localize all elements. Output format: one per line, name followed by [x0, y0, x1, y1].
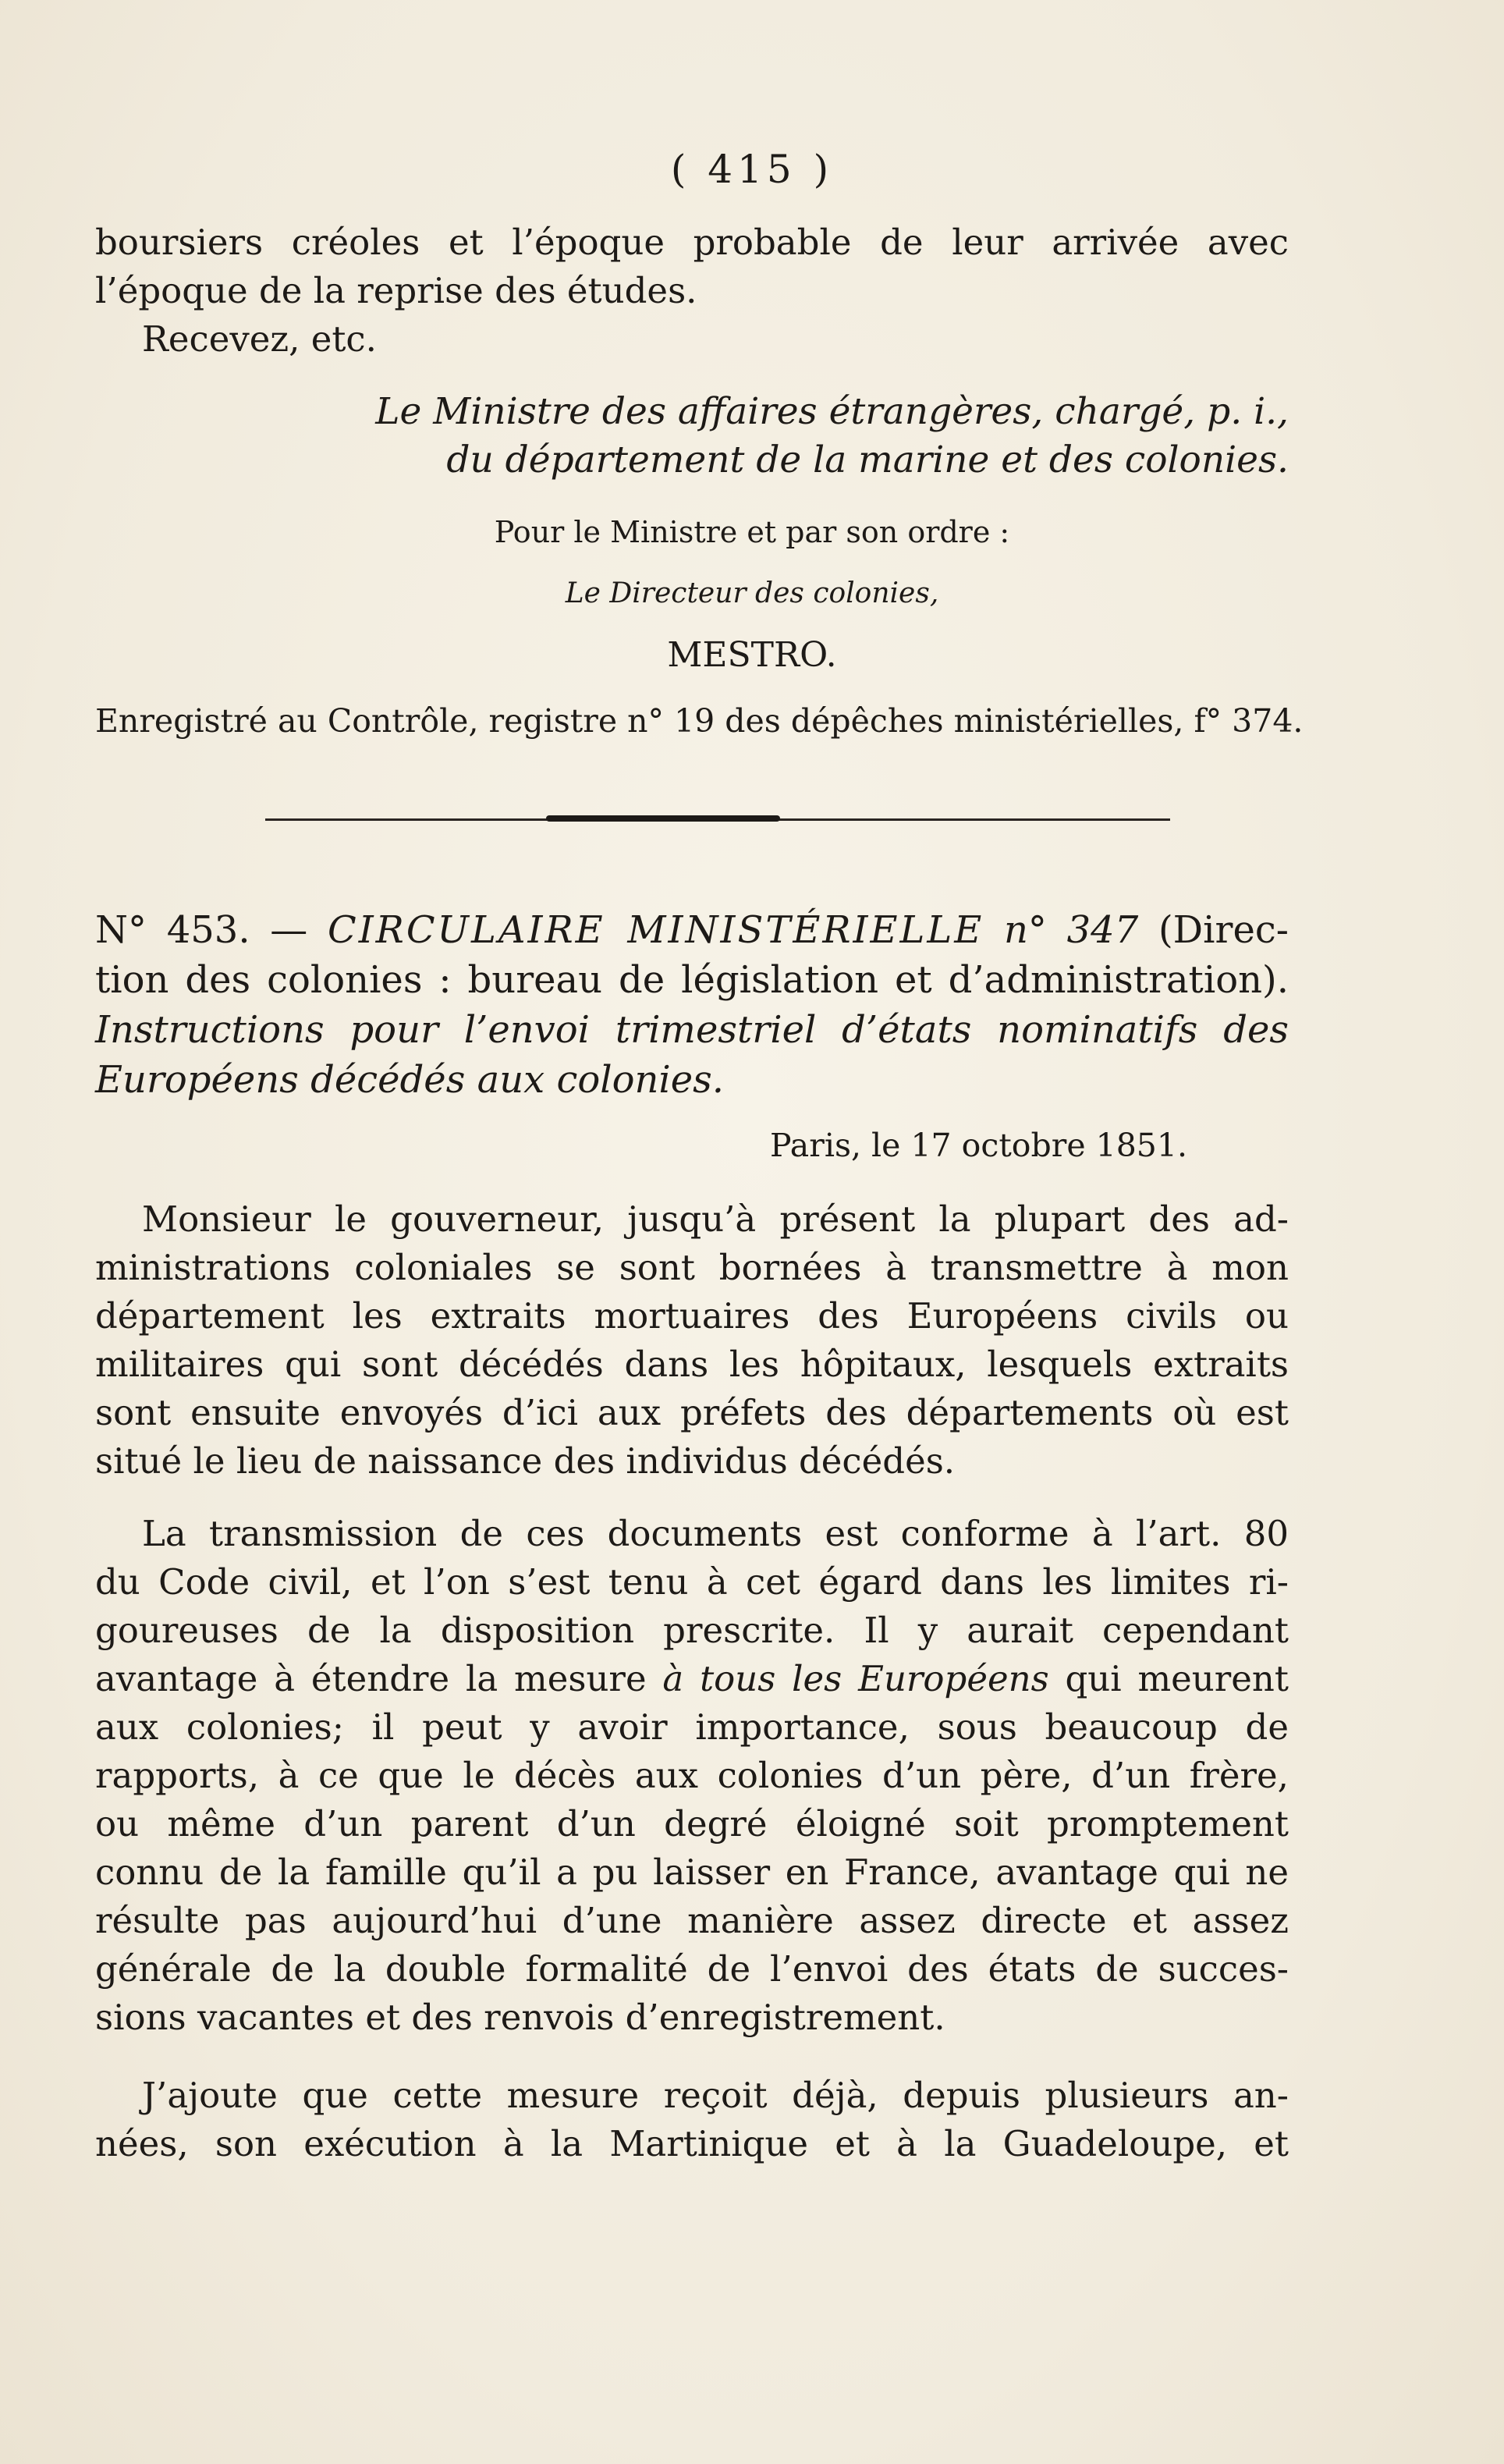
text-line: J’ajoute que cette mesure reçoit déjà, depuis plusieurs an-	[142, 2075, 1289, 2116]
signature-minister-line2: du département de la marine et des colonies.	[446, 438, 1289, 481]
circular-title-number: n° 347	[1004, 908, 1139, 952]
circular-title: CIRCULAIRE MINISTÉRIELLE	[327, 908, 984, 952]
text-line: rapports, à ce que le décès aux colonies d’un père, d’un frère,	[95, 1755, 1289, 1796]
text-line: sont ensuite envoyés d’ici aux préfets des départements où est	[95, 1392, 1289, 1433]
text-line: goureuses de la disposition prescrite. Il y aurait cependant	[95, 1610, 1289, 1651]
circular-instructions-line2: Européens décédés aux colonies.	[95, 1058, 725, 1102]
text-line: du Code civil, et l’on s’est tenu à cet égard dans les limites ri-	[95, 1561, 1289, 1603]
text-line: ministrations coloniales se sont bornées à transmettre à mon	[95, 1247, 1289, 1288]
text-line: connu de la famille qu’il a pu laisser en France, avantage qui ne	[95, 1852, 1289, 1893]
text-fragment: avantage à étendre la mesure	[95, 1658, 663, 1699]
circular-instructions-line1: Instructions pour l’envoi trimestriel d’états nominatifs des	[95, 1008, 1289, 1052]
text-line: boursiers créoles et l’époque probable de leur arrivée avec	[95, 222, 1289, 263]
text-line: Monsieur le gouverneur, jusqu’à présent la plupart des ad-	[142, 1198, 1289, 1240]
text-line: ou même d’un parent d’un degré éloigné soit promptement	[95, 1803, 1289, 1844]
dateline: Paris, le 17 octobre 1851.	[770, 1127, 1187, 1164]
signature-order: Pour le Ministre et par son ordre :	[494, 515, 1010, 549]
circular-subtitle-start: (Direc-	[1158, 908, 1289, 952]
body-paragraph-2	[95, 1510, 1289, 2042]
signature-minister-line1: Le Ministre des affaires étrangères, chargé, p. i.,	[375, 390, 1289, 433]
body-paragraph-3	[95, 2072, 1289, 2168]
text-line: La transmission de ces documents est conforme à l’art. 80	[142, 1513, 1289, 1554]
body-paragraph-1	[95, 1195, 1289, 1486]
text-line: résulte pas aujourd’hui d’une manière assez directe et assez	[95, 1900, 1289, 1941]
text-line: situé le lieu de naissance des individus décédés.	[95, 1440, 956, 1482]
text-line: générale de la double formalité de l’envoi des états de succes-	[95, 1948, 1289, 1990]
circular-subtitle-line: tion des colonies : bureau de législation et d’administration).	[95, 958, 1289, 1002]
circular-number: N° 453. —	[95, 908, 308, 952]
text-line-with-emphasis	[95, 1655, 1289, 1703]
signature-director: Le Directeur des colonies,	[565, 577, 939, 609]
top-paragraph	[95, 218, 1289, 364]
text-line: sions vacantes et des renvois d’enregistrement.	[95, 1997, 945, 2038]
text-line: l’époque de la reprise des études.	[95, 270, 697, 311]
signature-name: MESTRO.	[667, 635, 837, 675]
text-line: nées, son exécution à la Martinique et à la Guadeloupe, et	[95, 2123, 1289, 2164]
closing-line: Recevez, etc.	[142, 318, 377, 360]
text-line: aux colonies; il peut y avoir importance, sous beaucoup de	[95, 1706, 1289, 1748]
page-number: ( 415 )	[670, 147, 834, 192]
text-line: militaires qui sont décédés dans les hôpitaux, lesquels extraits	[95, 1344, 1289, 1385]
emphasis-fragment: à tous les Européens	[662, 1658, 1049, 1699]
circular-heading	[95, 905, 1289, 1105]
text-fragment: qui meurent	[1048, 1658, 1289, 1699]
section-divider-ornament	[546, 815, 780, 822]
registration-note: Enregistré au Contrôle, registre n° 19 des dépêches ministérielles, f° 374.	[95, 702, 1304, 740]
text-line: département les extraits mortuaires des Européens civils ou	[95, 1295, 1289, 1337]
circular-heading-line	[95, 905, 1289, 955]
